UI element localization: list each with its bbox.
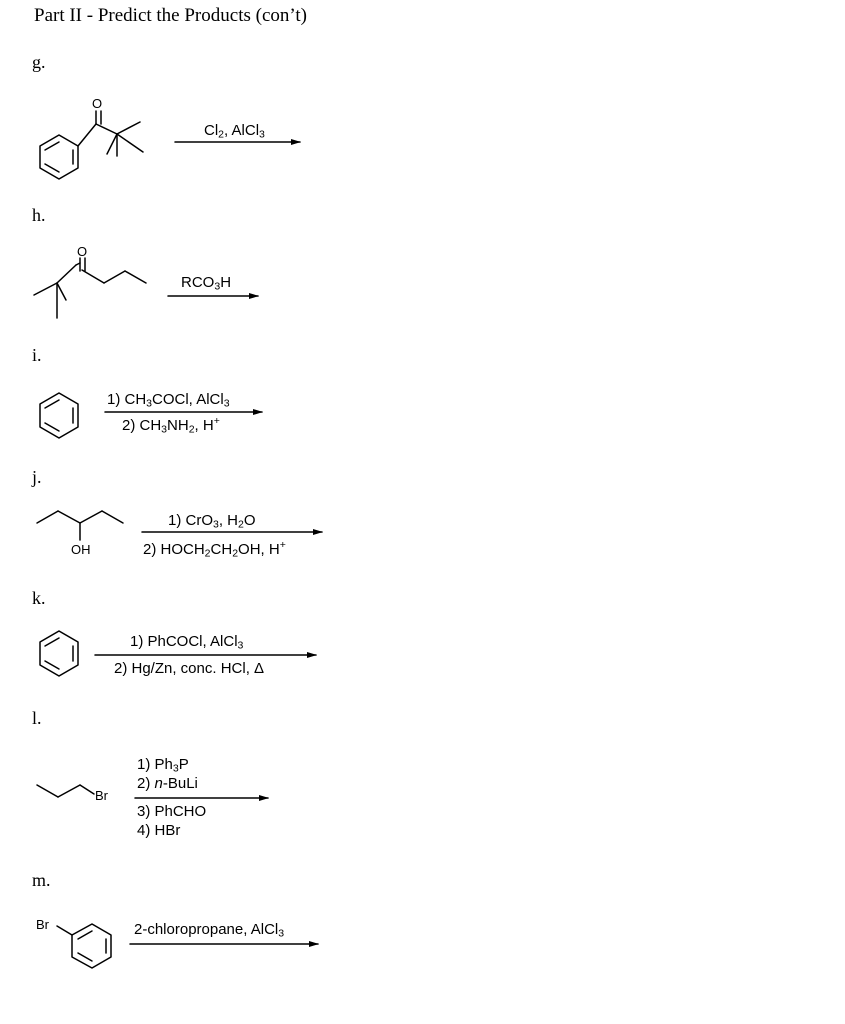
reagents-l-step4 [137, 821, 206, 840]
reagents-j-step2 [143, 540, 286, 559]
molecule-i [40, 393, 78, 438]
reagent-subscript: 2 [204, 547, 211, 560]
atom-label-j-hydroxyl: OH [71, 542, 91, 557]
reagent-text: 2-chloropropane, AlCl [134, 921, 279, 938]
problem-label-h: h. [32, 205, 46, 225]
reagent-text: , AlCl [224, 122, 260, 139]
reagent-text: 3) PhCHO [137, 803, 207, 820]
reagent-text: COCl, AlCl [152, 391, 224, 408]
reagents-h [181, 273, 231, 292]
reagent-text: NH [167, 417, 189, 434]
reagent-subscript: 3 [146, 397, 153, 410]
reagent-text: RCO [181, 274, 215, 291]
reagent-subscript: 2 [218, 128, 225, 141]
molecule-j [37, 511, 123, 540]
reagents-i-step2 [122, 416, 220, 435]
reagent-italic: n [154, 775, 163, 792]
atom-label-m-bromine: Br [36, 917, 49, 932]
reagent-text: 2) [137, 775, 155, 792]
reagent-superscript: + [279, 539, 286, 552]
reagent-text: P [178, 756, 189, 773]
reagents-l-step2 [137, 774, 206, 793]
molecule-m [57, 924, 111, 968]
reagent-text: 1) Ph [137, 756, 173, 773]
atom-label-l-bromine: Br [95, 788, 108, 803]
atom-label-h-oxygen: O [77, 244, 88, 259]
problem-label-g: g. [32, 52, 46, 72]
molecule-h [34, 258, 146, 318]
reagents-m [134, 920, 284, 939]
reagent-subscript: 3 [213, 518, 219, 531]
reagents-i-step1 [107, 390, 230, 409]
atom-label-g-oxygen: O [92, 96, 103, 111]
reagents-l-step3 [137, 802, 206, 821]
reagent-text: -BuLi [162, 775, 198, 792]
reagent-subscript: 3 [214, 280, 221, 293]
reagent-text: CH [210, 541, 233, 558]
reagent-text: , H [194, 417, 214, 434]
reagents-l-step1 [137, 755, 206, 774]
reagent-subscript: 3 [172, 762, 179, 775]
reagents-l [137, 755, 206, 840]
reagent-superscript: + [213, 415, 220, 428]
reagent-text: 2) HOCH [143, 541, 205, 558]
reagents-k-step2 [114, 659, 264, 678]
problem-label-k: k. [32, 588, 46, 608]
reagent-text: 2) CH [122, 417, 162, 434]
reagent-subscript: 3 [259, 128, 265, 141]
problem-label-j: j. [32, 467, 42, 487]
reagent-text: 1) PhCOCl, AlCl [130, 633, 238, 650]
reagent-text: H [220, 274, 232, 291]
molecule-l [37, 785, 94, 797]
reagent-text: 1) CH [107, 391, 147, 408]
reagent-text: 1) CrO [168, 512, 213, 529]
reagent-text: O [243, 512, 256, 529]
problem-label-l: l. [32, 708, 42, 728]
reagent-subscript: 2 [232, 547, 239, 560]
reagent-subscript: 2 [188, 423, 195, 436]
reagents-g [204, 121, 265, 140]
reagent-subscript: 2 [238, 518, 244, 531]
reagent-subscript: 3 [161, 423, 168, 436]
reagent-text: 2) Hg/Zn, conc. HCl, Δ [114, 660, 265, 677]
reagent-text: Cl [204, 122, 219, 139]
molecule-k [40, 631, 78, 676]
reagents-j-step1 [168, 511, 256, 530]
reagent-text: 4) HBr [137, 822, 181, 839]
reagent-subscript: 3 [237, 639, 244, 652]
problem-label-m: m. [32, 870, 51, 890]
reagent-subscript: 3 [223, 397, 230, 410]
problem-label-i: i. [32, 345, 42, 365]
page-title: Part II - Predict the Products (con’t) [34, 5, 307, 26]
molecule-g [40, 111, 143, 179]
reagent-text: OH, H [238, 541, 280, 558]
reagents-k-step1 [130, 632, 243, 651]
reagent-subscript: 3 [278, 927, 285, 940]
reagent-text: , H [218, 512, 239, 529]
